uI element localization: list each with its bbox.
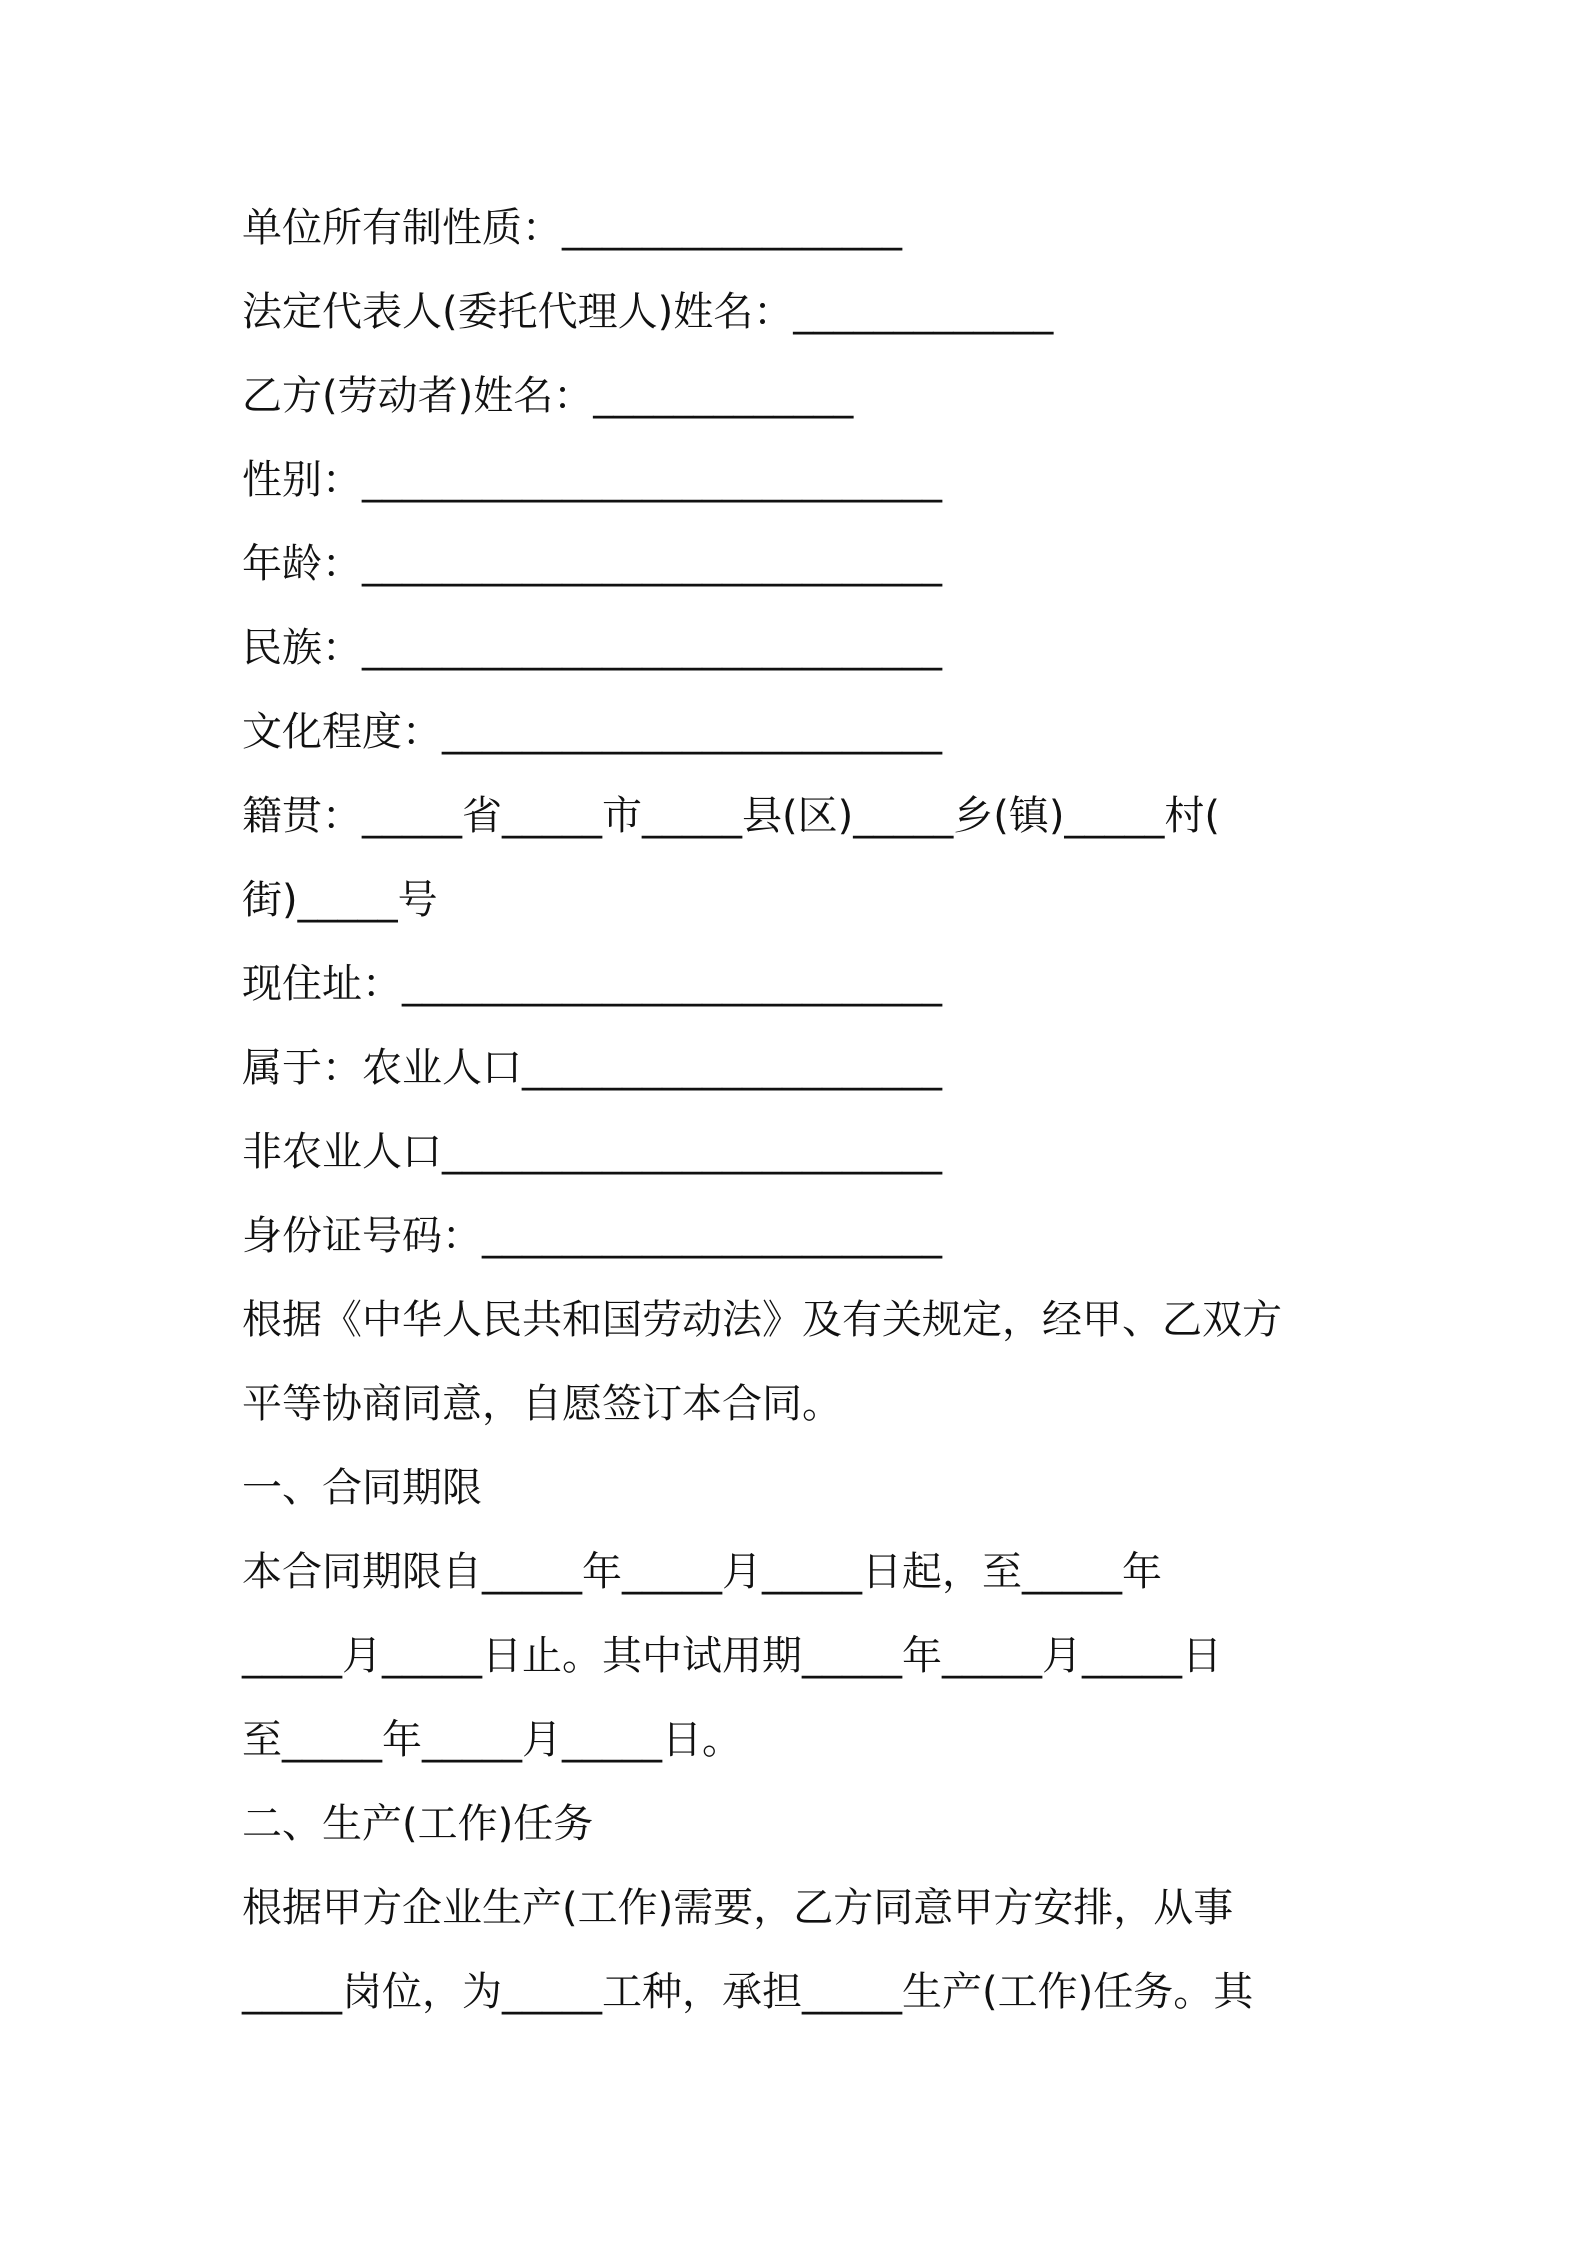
field-unit-ownership: 单位所有制性质：_________________ — [242, 205, 902, 251]
field-party-b-name: 乙方(劳动者)姓名：_____________ — [242, 373, 854, 419]
field-native-place-cont: 街)_____号 — [242, 877, 438, 923]
paragraph-contract-term: 本合同期限自_____年_____月_____日起，至_____年 — [242, 1549, 1162, 1595]
field-current-address: 现住址：___________________________ — [242, 961, 942, 1007]
paragraph-contract-term-cont: _____月_____日止。其中试用期_____年_____月_____日 — [242, 1633, 1222, 1679]
paragraph-preamble: 根据《中华人民共和国劳动法》及有关规定，经甲、乙双方 — [242, 1297, 1282, 1343]
field-non-agricultural-population: 非农业人口_________________________ — [242, 1129, 942, 1175]
paragraph-preamble-cont: 平等协商同意，自愿签订本合同。 — [242, 1381, 842, 1427]
field-gender: 性别：_____________________________ — [242, 457, 942, 503]
field-ethnicity: 民族：_____________________________ — [242, 625, 942, 671]
field-id-number: 身份证号码：_______________________ — [242, 1213, 942, 1259]
paragraph-work-task-cont: _____岗位，为_____工种，承担_____生产(工作)任务。其 — [242, 1969, 1254, 2015]
field-native-place: 籍贯：_____省_____市_____县(区)_____乡(镇)_____村( — [242, 793, 1221, 839]
field-education: 文化程度：_________________________ — [242, 709, 942, 755]
field-age: 年龄：_____________________________ — [242, 541, 942, 587]
section-heading-contract-term: 一、合同期限 — [242, 1465, 482, 1511]
field-legal-representative: 法定代表人(委托代理人)姓名：_____________ — [242, 289, 1054, 335]
paragraph-contract-term-end: 至_____年_____月_____日。 — [242, 1717, 742, 1763]
field-agricultural-population: 属于：农业人口_____________________ — [242, 1045, 942, 1091]
section-heading-work-task: 二、生产(工作)任务 — [242, 1801, 594, 1847]
paragraph-work-task: 根据甲方企业生产(工作)需要，乙方同意甲方安排，从事 — [242, 1885, 1234, 1931]
